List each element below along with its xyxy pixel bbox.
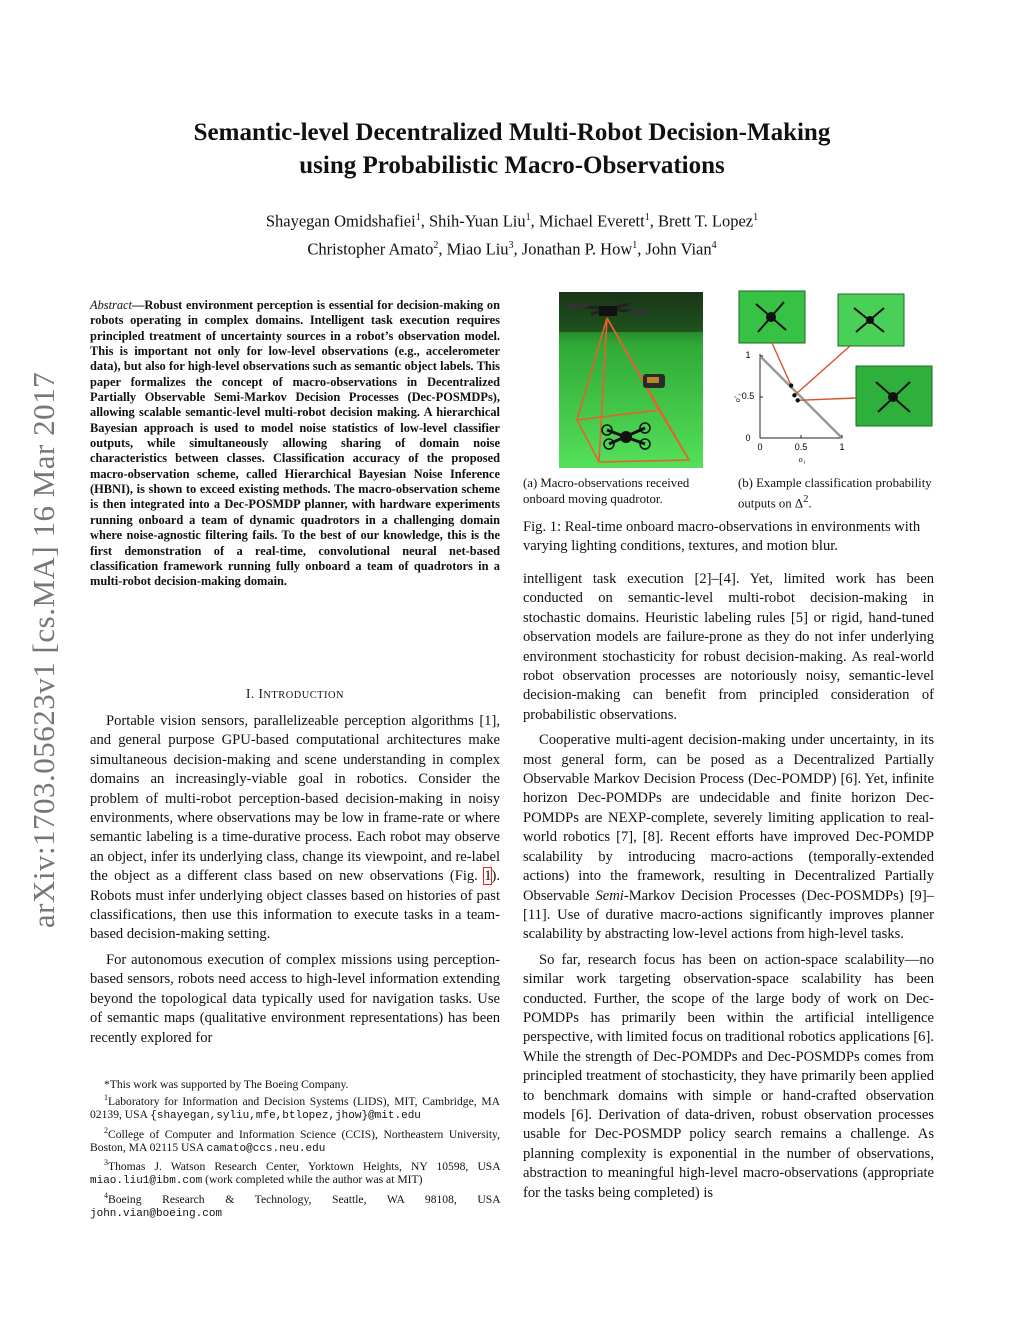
right-column-body xyxy=(523,570,934,1209)
author-name: Michael Everett xyxy=(538,211,645,231)
inset-image-top-right xyxy=(838,294,904,346)
title-line-2: using Probabilistic Macro-Observations xyxy=(299,152,725,179)
arxiv-stamp xyxy=(14,340,74,960)
simplex-line xyxy=(760,356,842,438)
footnote-note: (work completed while the author was at MIT) xyxy=(205,1173,423,1187)
footnote-4 xyxy=(90,1189,500,1221)
footnote-mark: 4 xyxy=(104,1190,108,1200)
connector-line xyxy=(798,398,856,400)
subcaption-a: (a) Macro-observations received onboard moving quadrotor. xyxy=(523,476,690,506)
figure-caption-text: Real-time onboard macro-observations in environments with varying lighting conditions, textures, and motion blur. xyxy=(523,519,921,555)
abstract-label: Abstract xyxy=(90,298,132,312)
author-name: John Vian xyxy=(645,239,712,258)
footnote-2 xyxy=(90,1124,500,1156)
figure-1-caption xyxy=(523,518,934,557)
right-p1-text-b: -Markov Decision Processes (Dec-POSMDPs) [9]–[11]. Use of durative macro-actions significantly improves planner scalability by abstracting low-level actions from high-level tasks. xyxy=(523,887,935,943)
subcaption-b-text: (b) Example classification probability outputs on xyxy=(738,476,932,510)
figure-1b-plot xyxy=(733,290,934,470)
right-paragraph-0: intelligent task execution [2]–[4]. Yet, limited work has been conducted on semantic-level multi-robot decision-making in stochastic domains. Heuristic labeling rules [5] or rigid, hand-tuned observation models are failure-prone as they do not infer underlying environment stochasticity for robust decision-making. As real-world robot observation processes are notoriously noisy, semantic-level decision-making can benefit from principled consideration of probabilistic observations. xyxy=(523,571,934,723)
footnote-affiliation: College of Computer and Information Science (CCIS), Northeastern University, Boston, MA 02115 USA xyxy=(90,1127,500,1154)
arxiv-stamp-text: arXiv:1703.05623v1 [cs.MA] 16 Mar 2017 xyxy=(26,371,61,929)
section-title-rest: NTRODUCTION xyxy=(263,690,344,701)
x-tick-label: 0.5 xyxy=(794,442,808,452)
paper-title xyxy=(120,116,904,182)
intro-paragraph-1 xyxy=(90,712,500,945)
footnote-mark: 3 xyxy=(104,1158,108,1168)
figure-reference-link[interactable]: 1 xyxy=(484,868,492,885)
y-axis-label: o'₁ xyxy=(733,393,742,403)
author-name: Brett T. Lopez xyxy=(657,211,754,231)
abstract-dash: — xyxy=(132,298,145,312)
intro-paragraph-2: For autonomous execution of complex missions using perception-based sensors, robots need access to high-level information extending beyond the topological data typically used for navigation tasks. Use of semantic maps (qualitative environment representations) has been recently explored for xyxy=(90,951,500,1046)
right-p1-text-a: Cooperative multi-agent decision-making under uncertainty, in its most general form, can be posed as a Decentralized Partially Observable Markov Decision Process (Dec-POMDP) [6]. Yet, infinite horizon Dec-POMDPs are undecidable and finite horizon Dec-POMDPs are NEXP-complete, severely limiting application to real-world robotics [7], [8]. Recent efforts have improved Dec-POMDP scalability by introducing macro-actions (temporally-extended actions) into the framework, resulting in Decentralized Partially Observable xyxy=(523,732,934,904)
connector-line xyxy=(794,346,850,395)
y-tick-label: 0.5 xyxy=(741,391,755,401)
section-numeral: I. xyxy=(246,686,259,701)
author-affil: 1 xyxy=(644,212,650,223)
intro-body xyxy=(90,712,500,1054)
footnote-affiliation: Laboratory for Information and Decision Systems (LIDS), MIT, Cambridge, MA 02139, USA xyxy=(90,1095,500,1122)
author-name: Jonathan P. How xyxy=(521,239,633,258)
sample-point xyxy=(792,393,796,397)
author-affil: 2 xyxy=(433,239,439,251)
y-tick-label: 0 xyxy=(745,433,751,443)
intro-p1-text-a: Portable vision sensors, parallelizeable perception algorithms [1], and general purpose GPU-based computational architectures make simultaneous decision-making and scene understanding in complex domains an increasingly-viable goal in robotics. Consider the problem of multi-robot perception-based decision-making in noisy environments, where observations may be low in frame-rate or where semantic labeling is a time-durative process. Each robot may observe an object, infer its underlying class, change its viewpoint, and re-label the object as a different class based on new observations (Fig. xyxy=(90,713,500,885)
author-list xyxy=(120,206,904,261)
target-vehicle-icon xyxy=(643,374,665,388)
simplex-superscript: 2 xyxy=(803,493,809,505)
author-name: Shih-Yuan Liu xyxy=(428,211,526,231)
author-name: Christopher Amato xyxy=(307,239,434,258)
footnote-affiliation: Boeing Research & Technology, Seattle, WA 98108, USA xyxy=(108,1192,500,1206)
subcaption-b-period: . xyxy=(808,495,812,510)
x-tick-label: 1 xyxy=(839,442,845,452)
author-affil: 1 xyxy=(415,212,421,223)
author-line-1: Shayegan Omidshafiei$^1$, Shih-Yuan Liu$^1$, Michael Everett$^1$, Brett T. Lopez$^1$ xyxy=(265,211,759,231)
footnote-email: miao.liu1@ibm.com xyxy=(90,1175,203,1188)
y-tick-label: 1 xyxy=(745,350,751,360)
abstract xyxy=(90,298,500,590)
figure-caption-label: Fig. 1: xyxy=(523,519,562,535)
inset-image-right xyxy=(856,366,932,426)
sample-point xyxy=(789,383,793,387)
right-paragraph-2: So far, research focus has been on action-space scalability—no similar work targeting observation-space scalability has been conducted. Further, the scope of the large body of work on Dec-POMDPs has primarily been within the artificial intelligence perspective, with limited focus on traditional robotics applications [6]. While the strength of Dec-POMDPs and Dec-POSMDPs comes from principled treatment of stochasticity, they have primarily been applied to benchmark domains with simple or hand-crafted observation models [6]. Derivation of data-driven, robust observation processes usable for Dec-POSMDP policy search remains a challenge. As planning complexity is exponential in the number of observations, abstraction to meaningful high-level macro-observations (appropriate for the tasks being completed) is xyxy=(523,951,934,1201)
section-first-letter: I xyxy=(258,686,264,701)
footnote-email: camato@ccs.neu.edu xyxy=(206,1142,326,1155)
author-name: Shayegan Omidshafiei xyxy=(265,211,416,231)
section-heading-introduction xyxy=(90,686,500,702)
footnote-email: {shayegan,syliu,mfe,btlopez,jhow}@mit.edu xyxy=(150,1110,421,1123)
footnote-3 xyxy=(90,1156,500,1188)
subcaption-b xyxy=(738,476,938,511)
right-paragraph-1 xyxy=(523,731,934,944)
footnote-1 xyxy=(90,1091,500,1123)
footnotes xyxy=(90,1078,500,1221)
abstract-text: Robust environment perception is essential for decision-making on robots operating in complex domains. Intelligent task execution requires principled treatment of uncertainty sources in a robot’s observation model. This is important not only for low-level observations (e.g., accelerometer data), but also for high-level observations such as semantic object labels. This paper formalizes the concept of macro-observations in Decentralized Partially Observable Semi-Markov Decision Processes (Dec-POSMDPs), allowing scalable semantic-level multi-robot decision making. A hierarchical Bayesian approach is used to model noise statistics of low-level classifier outputs, while simultaneously allowing sharing of domain noise characteristics between classes. Classification accuracy of the proposed macro-observation scheme, called Hierarchical Bayesian Noise Inference (HBNI), is shown to exceed existing methods. The macro-observation scheme is then integrated into a Dec-POSMDP planner, with hardware experiments running onboard a team of dynamic quadrotors in a challenging domain where noise-agnostic filtering fails. To the best of our knowledge, this is the first demonstration of a real-time, convolutional neural net-based classification framework running fully onboard a team of quadrotors in a multi-robot decision-making domain. xyxy=(90,298,500,589)
title-line-1: Semantic-level Decentralized Multi-Robot Decision-Making xyxy=(193,119,831,146)
sample-point xyxy=(796,398,800,402)
author-name: Miao Liu xyxy=(446,239,509,258)
inset-image-top-left xyxy=(739,291,805,343)
footnote-funding: *This work was supported by The Boeing Company. xyxy=(104,1078,349,1091)
author-affil: 1 xyxy=(525,212,531,223)
x-tick-label: 0 xyxy=(757,442,763,452)
simplex-symbol: Δ xyxy=(794,495,804,510)
author-affil: 1 xyxy=(632,239,638,251)
author-line-2: Christopher Amato$^2$, Miao Liu$^3$, Jonathan P. How$^1$, John Vian$^4$ xyxy=(307,239,717,258)
author-affil: 1 xyxy=(753,212,759,223)
footnote-mark: 1 xyxy=(104,1093,108,1103)
x-axis-label: o₁ xyxy=(798,455,806,464)
right-p1-emphasis: Semi xyxy=(595,887,624,904)
intro-p1-text-b: ). Robots must infer underlying object classes based on histories of past classifications, then use this information to execute tasks in a team-based decision-making setting. xyxy=(90,868,500,943)
figure-1a-photo xyxy=(559,292,703,468)
footnote-mark: 2 xyxy=(104,1125,108,1135)
author-affil: 3 xyxy=(508,239,514,251)
footnote-email: john.vian@boeing.com xyxy=(90,1207,223,1220)
footnote-affiliation: Thomas J. Watson Research Center, Yorktown Heights, NY 10598, USA xyxy=(108,1160,500,1174)
author-affil: 4 xyxy=(711,239,717,251)
plot-marks xyxy=(760,343,856,438)
